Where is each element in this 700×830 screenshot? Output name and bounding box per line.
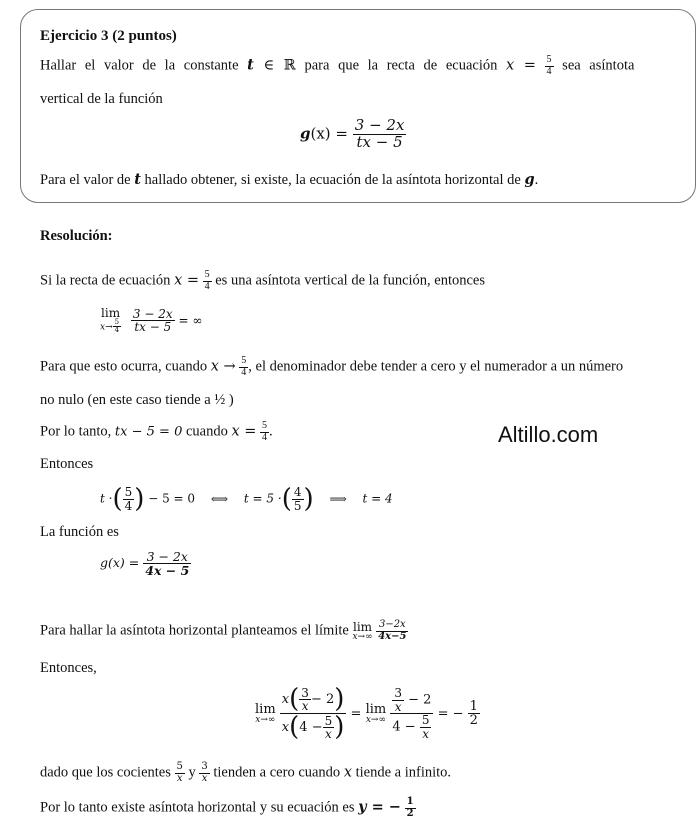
fraction: $\frac{5}{4}$ — [546, 54, 552, 77]
exercise-line-3: Para el valor de t hallado obtener, si existe, la ecuación de la asíntota horizontal de g. — [40, 171, 539, 188]
paragraph-3: no nulo (en este caso tiende a ½ ) — [40, 392, 234, 408]
entonces-label-2: Entonces, — [40, 660, 97, 676]
resolution-heading: Resolución: — [40, 228, 113, 244]
entonces-label: Entonces — [40, 456, 94, 472]
limit-at-infinity: lim x→∞ x( $\frac{3}{x}$ − 2) x(4 − $\frac{5}{x}$ ) = lim x→∞ $\frac{3}{x}$ − 2 4 − $\frac{5}{x}$ = − $\frac{1}{2}$ — [255, 684, 478, 743]
watermark: Altillo.com — [498, 422, 599, 447]
paragraph-4: Por lo tanto, tx − 5 = 0 cuando x = $\frac{5}{4}$ . — [40, 420, 273, 443]
paragraph-7: Por lo tanto existe asíntota horizontal y su ecuación es y = − $\frac{1}{2}$ — [40, 796, 414, 819]
exercise-line-2: vertical de la función — [40, 91, 163, 107]
exercise-title: Ejercicio 3 (2 puntos) — [40, 28, 177, 44]
equation-solve-t: t ·( $\frac{5}{4}$ ) − 5 = 0 ⟺ t = 5 ·( $\frac{4}{5}$ ) ⟹ t = 4 — [100, 484, 393, 514]
g-function-definition: g(x) = $\frac{3 - 2x}{tx - 5}$ — [300, 116, 405, 151]
paragraph-5: Para hallar la asíntota horizontal planteamos el límite lim x→∞ $\frac{3-2x}{4x-5}$ — [40, 619, 407, 642]
paragraph-1: Si la recta de ecuación x = $\frac{5}{4}$ es una asíntota vertical de la función, entonces — [40, 269, 486, 292]
paragraph-6: dado que los cocientes $\frac{5}{x}$ y $\frac{3}{x}$ tienden a cero cuando x tiende a infinito. — [40, 761, 452, 784]
exercise-line-1: Hallar el valor de la constante t ∈ ℝ para que la recta de ecuación x = $\frac{5}{4}$ sea asíntota — [40, 54, 635, 77]
paragraph-2: Para que esto ocurra, cuando x → $\frac{5}{4}$ , el denominador debe tender a cero y el numerador a un número — [40, 355, 624, 378]
funcion-es-label: La función es — [40, 524, 119, 540]
g-function-result: g(x) = $\frac{3 - 2x}{4x - 5}$ — [100, 549, 190, 579]
limit-1: lim x→ $\frac{5}{4}$ $\frac{3 - 2x}{tx - 5}$ = ∞ — [100, 306, 203, 335]
